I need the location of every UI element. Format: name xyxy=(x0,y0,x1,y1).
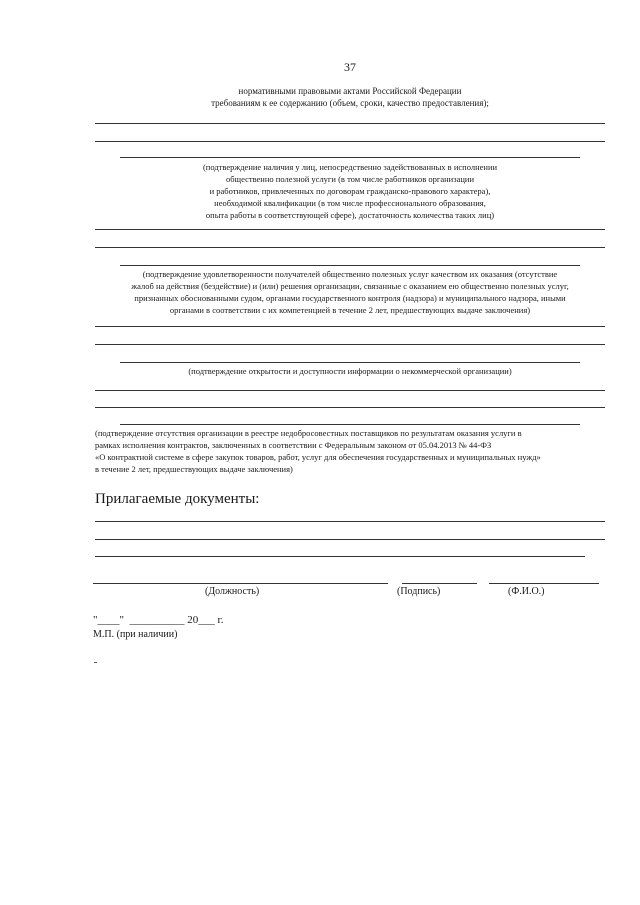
fill-line xyxy=(95,229,605,230)
fill-line xyxy=(95,407,605,408)
signature-line xyxy=(402,583,477,584)
header-line-1: нормативными правовыми актами Российской Федерации xyxy=(238,86,462,96)
registry-caption-line: в течение 2 лет, предшествующих выдаче заключения) xyxy=(95,464,293,474)
staff-caption-line: и работников, привлеченных по договорам гражданско-правового характера), xyxy=(209,186,491,196)
fill-line xyxy=(95,344,605,345)
signature-label: (Подпись) xyxy=(397,586,441,597)
satisfaction-caption-line: жалоб на действия (бездействие) и (или) решения организации, связанные с оказанием ею общественно полезных услуг, xyxy=(131,281,569,291)
fill-line xyxy=(120,362,580,363)
stamp-label: М.П. (при наличии) xyxy=(93,629,178,640)
position-line xyxy=(93,583,388,584)
attachment-line xyxy=(95,556,585,557)
satisfaction-caption xyxy=(95,268,605,316)
fill-line xyxy=(95,326,605,327)
registry-caption xyxy=(95,427,605,475)
fill-line xyxy=(120,424,580,425)
satisfaction-caption-line: (подтверждение удовлетворенности получателей общественно полезных услуг качеством их оказания (отсутствие xyxy=(142,269,558,279)
fill-line xyxy=(95,141,605,142)
fill-line xyxy=(95,123,605,124)
name-line xyxy=(489,583,599,584)
attachment-line xyxy=(95,539,605,540)
date-line: "____" __________ 20___ г. xyxy=(93,614,224,626)
openness-caption: (подтверждение открытости и доступности информации о некоммерческой организации) xyxy=(188,366,512,376)
satisfaction-caption-line: признанных обоснованными судом, органами государственного контроля (надзора) и муниципального надзора, иными xyxy=(134,293,566,303)
staff-caption-line: необходимой квалификации (в том числе профессионального образования, xyxy=(214,198,486,208)
name-label: (Ф.И.О.) xyxy=(508,586,545,597)
staff-caption-line: общественно полезной услуги (в том числе работников организации xyxy=(225,174,475,184)
registry-caption-line: рамках исполнения контрактов, заключенных в соответствии с Федеральным законом от 05.04.2013 № 44-ФЗ xyxy=(95,440,492,450)
registry-caption-line: «О контрактной системе в сфере закупок товаров, работ, услуг для обеспечения государственных и муниципальных нужд» xyxy=(95,452,541,462)
fill-line xyxy=(95,247,605,248)
attachments-heading: Прилагаемые документы: xyxy=(95,491,260,507)
staff-caption-line: (подтверждение наличия у лиц, непосредственно задействованных в исполнении xyxy=(202,162,498,172)
fill-line xyxy=(120,157,580,158)
position-label: (Должность) xyxy=(205,586,260,597)
fill-line xyxy=(95,390,605,391)
staff-caption xyxy=(150,161,550,221)
page-number: 37 xyxy=(344,60,356,74)
staff-caption-line: опыта работы в соответствующей сфере), достаточность количества таких лиц) xyxy=(205,210,495,220)
satisfaction-caption-line: органами в соответствии с их компетенцией в течение 2 лет, предшествующих выдаче заключения) xyxy=(169,305,531,315)
fill-line xyxy=(120,265,580,266)
attachment-line xyxy=(95,521,605,522)
header-line-2: требованиям к ее содержанию (объем, сроки, качество предоставления); xyxy=(211,98,489,108)
scan-mark xyxy=(94,662,97,663)
registry-caption-line: (подтверждение отсутствия организации в реестре недобросовестных поставщиков по результатам оказания услуги в xyxy=(95,428,522,438)
